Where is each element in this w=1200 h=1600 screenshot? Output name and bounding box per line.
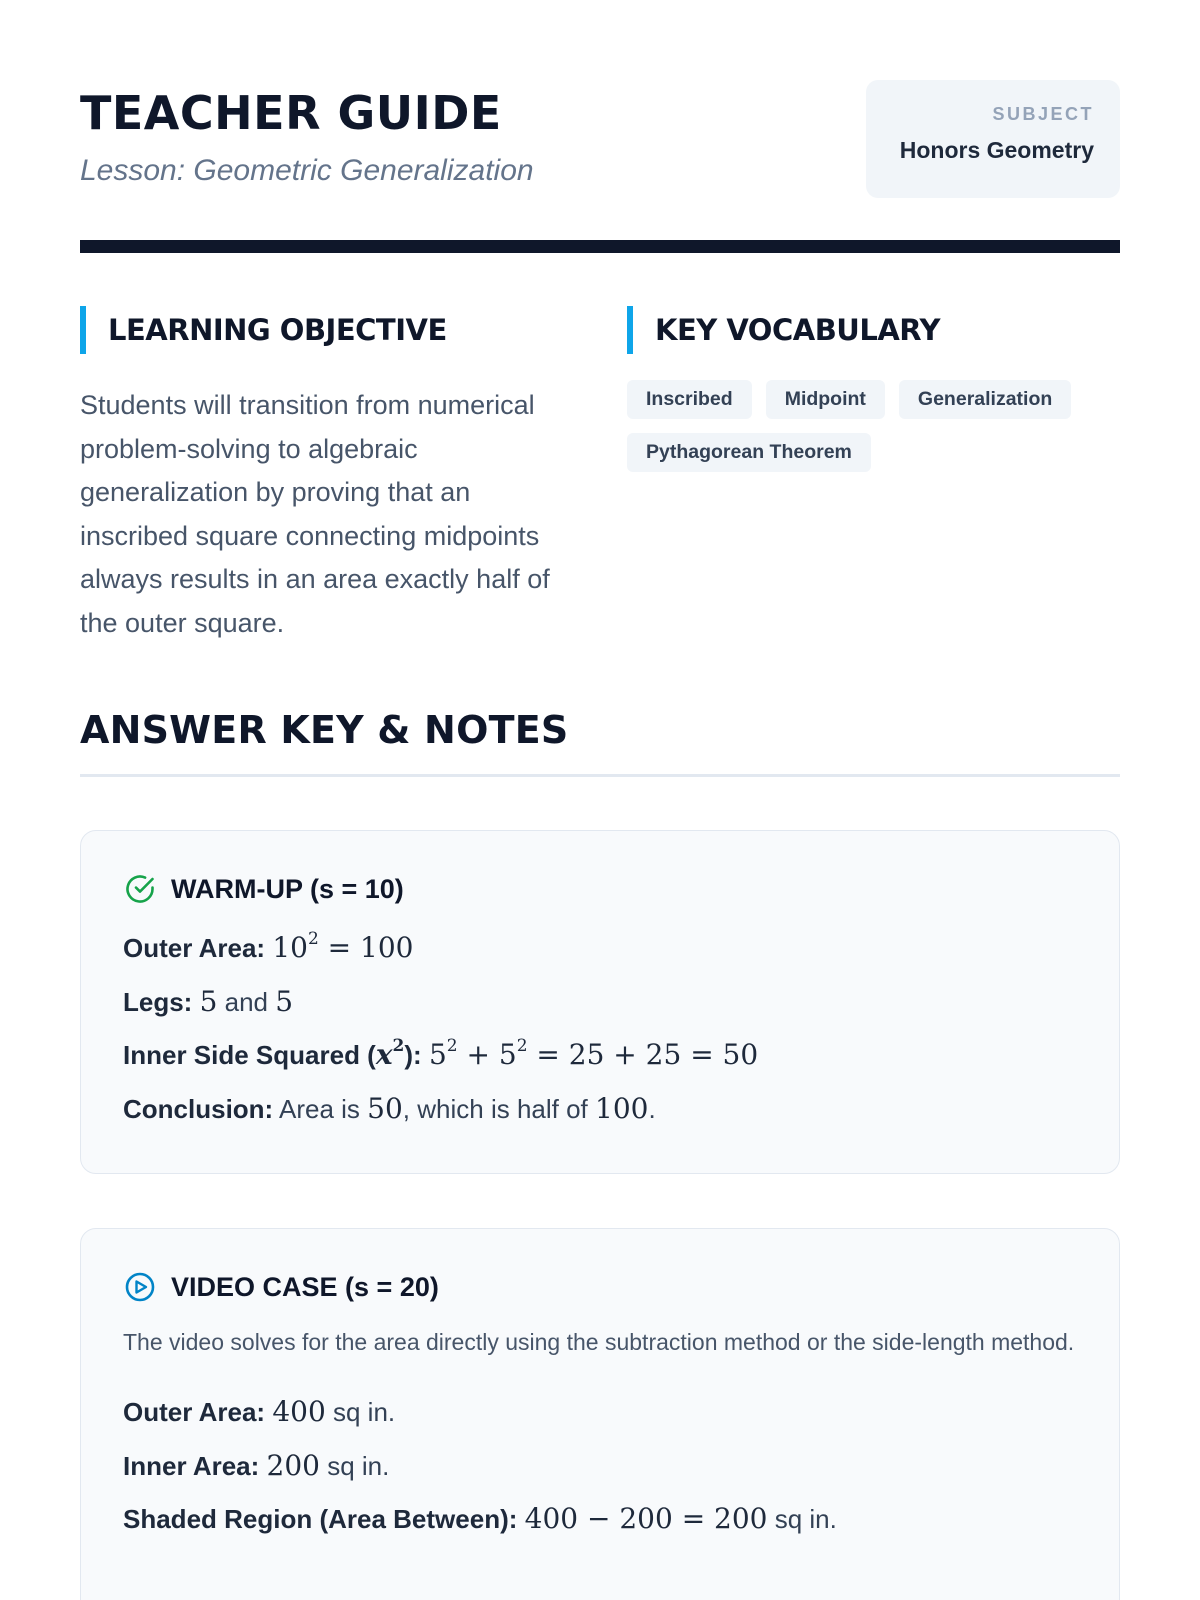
subject-card (866, 80, 1120, 198)
learning-objective-section (80, 306, 580, 645)
warmup-outer-area-row (123, 921, 1077, 975)
legs-and: and (217, 986, 276, 1017)
warmup-card-title: WARM-UP (s = 10) (171, 873, 404, 904)
warmup-conclusion-row (123, 1082, 1077, 1136)
video-shaded-region-unit: sq in. (767, 1504, 837, 1534)
outer-area-value (272, 928, 414, 964)
video-card-title: VIDEO CASE (s = 20) (171, 1271, 439, 1302)
video-case-card (80, 1228, 1120, 1600)
inner-term-a: 5 (428, 1038, 447, 1071)
vocabulary-tag-inscribed: Inscribed (627, 380, 752, 419)
warmup-legs-row (123, 975, 1077, 1029)
conclusion-value: 50 (367, 1091, 403, 1125)
video-outer-area-row (123, 1385, 1077, 1439)
video-outer-area-unit: sq in. (325, 1397, 396, 1427)
outer-area-result: = 100 (318, 931, 414, 964)
conclusion-total: 100 (595, 1091, 649, 1125)
vocabulary-tag-pythagorean-theorem: Pythagorean Theorem (627, 433, 871, 472)
video-inner-area-unit: sq in. (319, 1450, 390, 1481)
video-inner-area-label: Inner Area: (123, 1450, 260, 1481)
inner-side-label (123, 1035, 422, 1071)
key-vocabulary-section (627, 306, 1120, 472)
vocabulary-tag-generalization: Generalization (899, 380, 1071, 419)
outer-area-base: 10 (272, 931, 308, 964)
outer-area-exponent: 2 (307, 928, 319, 949)
header-divider (80, 240, 1120, 253)
legs-a: 5 (199, 984, 218, 1018)
video-inner-area-row (123, 1439, 1077, 1493)
video-outer-area-value: 400 (272, 1395, 326, 1428)
play-circle-icon[interactable] (123, 1270, 157, 1304)
lesson-title: Lesson: Geometric Generalization (80, 154, 534, 187)
inner-result: = 25 + 25 = 50 (527, 1038, 759, 1071)
inner-term-a-exponent: 2 (446, 1035, 458, 1056)
inner-side-variable-exponent: 2 (392, 1035, 405, 1056)
page-header (80, 78, 1120, 208)
conclusion-text-2: , which is half of (402, 1093, 595, 1124)
video-shaded-region-expression: 400 − 200 = 200 (524, 1502, 768, 1535)
video-inner-area-value: 200 (266, 1448, 320, 1482)
inner-side-label-prefix: Inner Side Squared ( (123, 1040, 376, 1070)
warmup-card (80, 830, 1120, 1174)
vocabulary-tag-list (627, 380, 1120, 472)
video-description: The video solves for the area directly using the subtraction method or the side-length method. (123, 1329, 1075, 1355)
warmup-card-header (123, 871, 1077, 907)
subject-label: SUBJECT (992, 104, 1094, 124)
conclusion-label: Conclusion: (123, 1093, 274, 1124)
subject-value: Honors Geometry (899, 137, 1094, 163)
inner-side-variable: x (375, 1038, 393, 1071)
inner-term-b-exponent: 2 (516, 1035, 528, 1056)
answer-key-heading: ANSWER KEY & NOTES (80, 708, 569, 752)
conclusion-text-1: Area is (273, 1093, 368, 1124)
inner-side-equation (428, 1035, 759, 1071)
check-circle-icon (123, 872, 157, 906)
legs-label: Legs: (123, 986, 193, 1017)
page-title: TEACHER GUIDE (80, 86, 502, 140)
video-shaded-region-row (123, 1492, 1077, 1546)
warmup-inner-side-row (123, 1028, 1077, 1082)
video-rows (123, 1385, 1077, 1546)
inner-plus: + (457, 1038, 499, 1071)
warmup-rows (123, 921, 1077, 1135)
outer-area-label: Outer Area: (123, 933, 266, 963)
legs-b: 5 (275, 984, 294, 1018)
learning-objective-heading: LEARNING OBJECTIVE (80, 306, 580, 354)
learning-objective-text: Students will transition from numerical problem-solving to algebraic generalization by proving that an inscribed square connecting midpoints always results in an area exactly half of the outer square. (80, 390, 550, 638)
video-card-header (123, 1269, 1077, 1305)
video-shaded-region-label: Shaded Region (Area Between): (123, 1504, 518, 1534)
answer-key-divider (80, 774, 1120, 777)
inner-side-label-suffix: ): (404, 1040, 422, 1070)
vocabulary-tag-midpoint: Midpoint (766, 380, 885, 419)
video-outer-area-label: Outer Area: (123, 1397, 266, 1427)
key-vocabulary-heading: KEY VOCABULARY (627, 306, 1120, 354)
conclusion-text-3: . (648, 1093, 656, 1124)
inner-term-b: 5 (498, 1038, 517, 1071)
